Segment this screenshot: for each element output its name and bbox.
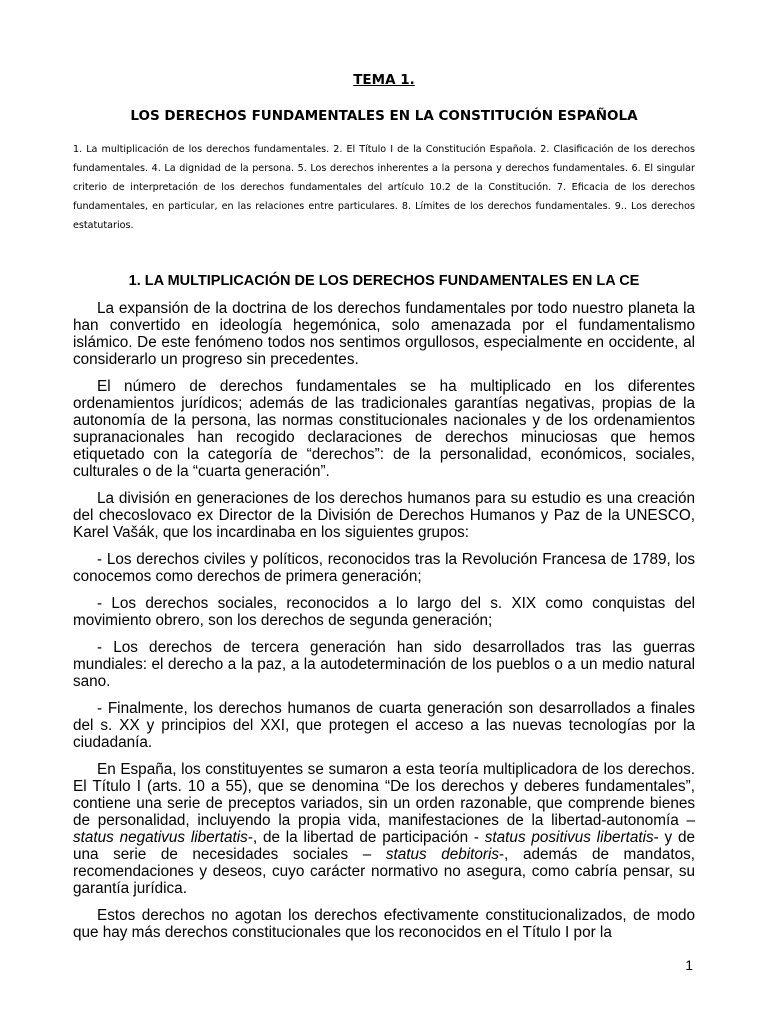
body-text bbox=[73, 300, 695, 951]
topic-number: TEMA 1. bbox=[353, 72, 415, 88]
latin-term: status debitoris bbox=[385, 846, 500, 863]
text-run: - y de una serie de necesidades sociales – bbox=[73, 829, 695, 863]
list-item: - Los derechos civiles y políticos, reconocidos tras la Revolución Francesa de 1789, los conocemos como derechos de primera generación; bbox=[73, 551, 695, 585]
text-run: -, de la libertad de participación - bbox=[247, 829, 485, 846]
paragraph: Estos derechos no agotan los derechos efectivamente constitucionalizados, de modo que hay más derechos constitucionales que los reconocidos en el Título I por la bbox=[73, 907, 695, 941]
text-run: En España, los constituyentes se sumaron a esta teoría multiplicadora de los derechos. El Título I (arts. 10 a 55), que se denomina “De los derechos y deberes fundamentales”, contiene una serie de preceptos variados, sin un orden razonable, que comprende bienes de personalidad, incluyendo la propia vida, manifestaciones de la libertad-autonomía – bbox=[73, 761, 695, 829]
list-item: - Los derechos de tercera generación han sido desarrollados tras las guerras mundiales: el derecho a la paz, a la autodeterminación de los pueblos o a un medio natural sano. bbox=[73, 639, 695, 690]
page-number: 1 bbox=[685, 957, 693, 973]
paragraph bbox=[73, 761, 695, 897]
latin-term: status negativus libertatis bbox=[73, 829, 248, 846]
topic-summary: 1. La multiplicación de los derechos fundamentales. 2. El Título I de la Constitución Española. 2. Clasificación de los derechos fundamentales. 4. La dignidad de la persona. 5. Los derechos inherentes a la persona y derechos fundamentales. 6. El singular criterio de interpretación de los derechos fundamentales del artículo 10.2 de la Constitución. 7. Eficacia de los derechos fundamentales, en particular, en las relaciones entre particulares. 8. Límites de los derechos fundamentales. 9.. Los derechos estatutarios. bbox=[73, 144, 695, 231]
text-run: -, además de mandatos, recomendaciones y deseos, cuyo carácter normativo no asegura, como cabría pensar, su garantía jurídica. bbox=[73, 846, 695, 897]
paragraph: El número de derechos fundamentales se ha multiplicado en los diferentes ordenamientos jurídicos; además de las tradicionales garantías negativas, propias de la autonomía de la persona, las normas constitucionales nacionales y de los ordenamientos supranacionales han recogido declaraciones de derechos minuciosas que hemos etiquetado con la categoría de “derechos”: de la personalidad, económicos, sociales, culturales o de la “cuarta generación”. bbox=[73, 378, 695, 480]
document-title: LOS DERECHOS FUNDAMENTALES EN LA CONSTITUCIÓN ESPAÑOLA bbox=[130, 108, 638, 124]
paragraph: La división en generaciones de los derechos humanos para su estudio es una creación del checoslovaco ex Director de la División de Derechos Humanos y Paz de la UNESCO, Karel Vašák, que los incardinaba en los siguientes grupos: bbox=[73, 490, 695, 541]
section-heading: 1. LA MULTIPLICACIÓN DE LOS DERECHOS FUNDAMENTALES EN LA CE bbox=[128, 273, 640, 289]
latin-term: status positivus libertatis bbox=[484, 829, 654, 846]
list-item: - Los derechos sociales, reconocidos a lo largo del s. XIX como conquistas del movimiento obrero, son los derechos de segunda generación; bbox=[73, 595, 695, 629]
paragraph: La expansión de la doctrina de los derechos fundamentales por todo nuestro planeta la han convertido en ideología hegemónica, solo amenazada por el fundamentalismo islámico. De este fenómeno todos nos sentimos orgullosos, especialmente en occidente, al considerarlo un progreso sin precedentes. bbox=[73, 300, 695, 368]
list-item: - Finalmente, los derechos humanos de cuarta generación son desarrollados a finales del s. XX y principios del XXI, que protegen el acceso a las nuevas tecnologías por la ciudadanía. bbox=[73, 700, 695, 751]
